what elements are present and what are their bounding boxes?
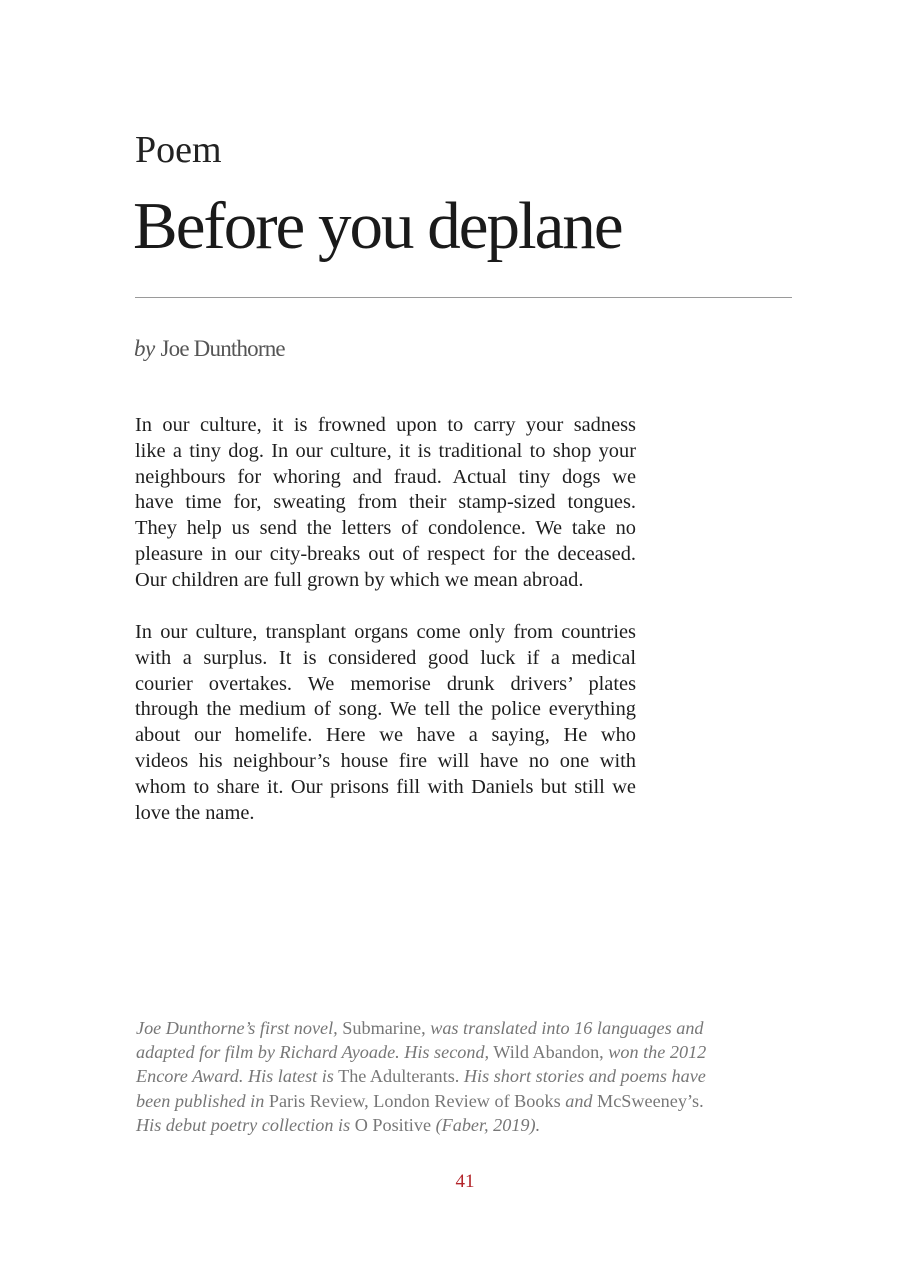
poem-line: In our culture, it is frowned upon to carry your sadness [135,414,636,436]
bio-line [136,1064,736,1088]
poem-line: through the medium of song. We tell the police everything [135,698,636,721]
poem-line: neighbours for whoring and fraud. Actual tiny dogs we [135,465,636,488]
poem-line: pleasure in our city-breaks out of respect for the deceased. [135,542,636,565]
poem-line: with a surplus. It is considered good luck if a medical [135,646,636,669]
bio-work-title: The Adulterants. [333,1066,460,1087]
bio-work-title: Submarine, [337,1018,426,1038]
bio-text: Joe Dunthorne’s first novel, [136,1018,338,1038]
bio-line [136,1113,736,1137]
poem-line: whom to share it. Our prisons fill with Daniels but still we [135,775,636,798]
author-name: Joe Dunthorne [160,336,285,361]
poem-line: They help us send the letters of condolence. We take no [135,517,636,540]
bio-text: (Faber, 2019). [431,1114,541,1135]
bio-text: and [560,1090,593,1111]
poem-line: like a tiny dog. In our culture, it is traditional to shop your [135,439,636,462]
poem-line: In our culture, transplant organs come only from countries [135,621,636,643]
page-number: 41 [455,1171,475,1192]
bio-publication-title: McSweeney’s. [592,1090,704,1111]
bio-text: been published in [136,1090,265,1111]
bio-publication-titles: Paris Review, London Review of Books [264,1090,561,1111]
byline-prefix: by [134,336,155,361]
bio-text: Encore Award. His latest is [136,1066,334,1087]
poem-title: Before you deplane [133,189,622,263]
poem-line: have time for, sweating from their stamp-sized tongues. [135,491,636,514]
bio-text: was translated into 16 languages and [425,1018,704,1038]
byline [134,334,285,364]
title-divider [135,297,792,298]
bio-work-title: Wild Abandon, [489,1042,604,1063]
bio-text: won the 2012 [603,1042,707,1063]
bio-text: adapted for film by Richard Ayoade. His second, [136,1042,490,1063]
poem-line: courier overtakes. We memorise drunk drivers’ plates [135,672,636,695]
bio-line [136,1016,736,1040]
poem-line: love the name. [135,801,255,824]
section-label: Poem [135,129,222,171]
bio-line [136,1040,736,1064]
poem-line: videos his neighbour’s house fire will have no one with [135,749,636,772]
author-bio [136,1016,736,1137]
bio-work-title: O Positive [350,1114,432,1135]
bio-text: His debut poetry collection is [136,1114,351,1135]
poem-stanza-2 [135,620,636,826]
poem-line: about our homelife. Here we have a saying, He who [135,724,636,747]
bio-line [136,1089,736,1113]
poem-stanza-1 [135,413,636,594]
bio-text: His short stories and poems have [459,1066,706,1087]
poem-line: Our children are full grown by which we mean abroad. [135,568,584,591]
